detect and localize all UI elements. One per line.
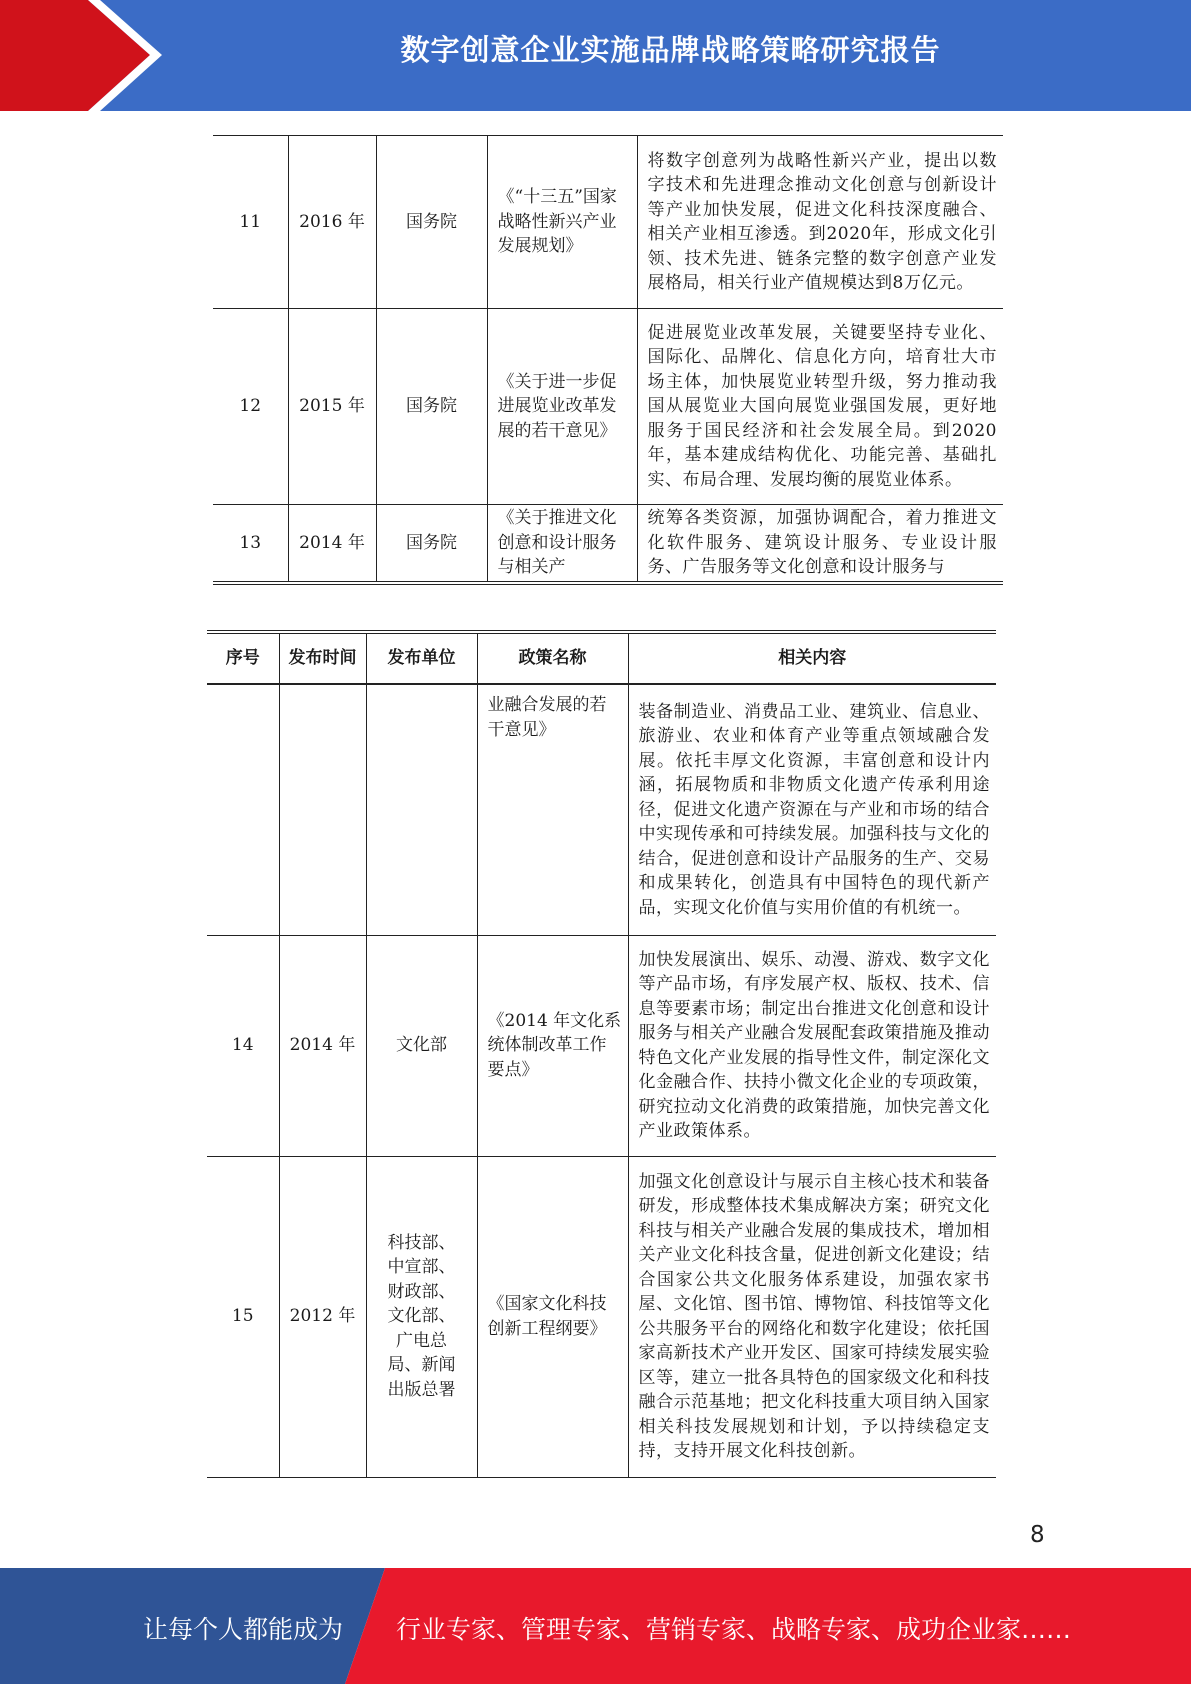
table-row xyxy=(207,684,996,935)
footer-slogan-right: 行业专家、管理专家、营销专家、战略专家、成功企业家…… xyxy=(396,1615,1072,1644)
header-related-content: 相关内容 xyxy=(628,632,996,684)
header-release-time: 发布时间 xyxy=(279,632,366,684)
policy-content: 装备制造业、消费品工业、建筑业、信息业、旅游业、农业和体育产业等重点领域融合发展。依托丰厚文化资源，丰富创意和设计内涵，拓展物质和非物质文化遗产传承利用途径，促进文化遗产资源在与产业和市场的结合中实现传承和可持续发展。加强科技与文化的结合，促进创意和设计产品服务的生产、交易和成果转化，创造具有中国特色的现代新产品，实现文化价值与实用价值的有机统一。 xyxy=(628,684,996,935)
policy-content: 加强文化创意设计与展示自主核心技术和装备研发，形成整体技术集成解决方案；研究文化科技与相关产业融合发展的集成技术，增加相关产业文化科技含量，促进创新文化建设；结合国家公共文化服务体系建设，加强农家书屋、文化馆、图书馆、博物馆、科技馆等文化公共服务平台的网络化和数字化建设；依托国家高新技术产业开发区、国家可持续发展实验区等，建立一批各具特色的国家级文化和科技融合示范基地；把文化科技重大项目纳入国家相关科技发展规划和计划，予以持续稳定支持，支持开展文化科技创新。 xyxy=(628,1156,996,1477)
row-number: 14 xyxy=(207,935,279,1156)
issuing-body xyxy=(366,684,477,935)
issuing-body: 文化部 xyxy=(366,935,477,1156)
policy-table xyxy=(207,630,996,1478)
table-header-row xyxy=(207,632,996,684)
release-year: 2014 年 xyxy=(279,935,366,1156)
header-policy-name: 政策名称 xyxy=(477,632,628,684)
header-issuing-body: 发布单位 xyxy=(366,632,477,684)
table-row xyxy=(213,505,1003,583)
issuing-body: 科技部、中宣部、财政部、文化部、广电总局、新闻出版总署 xyxy=(366,1156,477,1477)
release-year: 2012 年 xyxy=(279,1156,366,1477)
issuing-body: 国务院 xyxy=(376,505,487,583)
header-serial-number: 序号 xyxy=(207,632,279,684)
policy-name: 《“十三五”国家战略性新兴产业发展规划》 xyxy=(487,136,637,309)
report-title: 数字创意企业实施品牌战略策略研究报告 xyxy=(400,33,941,67)
policy-name: 《国家文化科技创新工程纲要》 xyxy=(477,1156,628,1477)
row-number: 11 xyxy=(213,136,288,309)
table-row xyxy=(213,309,1003,505)
table-row xyxy=(207,935,996,1156)
row-number xyxy=(207,684,279,935)
release-year: 2016 年 xyxy=(288,136,376,309)
policy-content: 加快发展演出、娱乐、动漫、游戏、数字文化等产品市场，有序发展产权、版权、技术、信息等要素市场；制定出台推进文化创意和设计服务与相关产业融合发展配套政策措施及推动特色文化产业发展的指导性文件，制定深化文化金融合作、扶持小微文化企业的专项政策，研究拉动文化消费的政策措施，加快完善文化产业政策体系。 xyxy=(628,935,996,1156)
page-number: 8 xyxy=(1030,1522,1045,1548)
page-footer xyxy=(0,1568,1191,1684)
policy-name: 《关于推进文化创意和设计服务与相关产 xyxy=(487,505,637,583)
row-number: 13 xyxy=(213,505,288,583)
row-number: 15 xyxy=(207,1156,279,1477)
release-year: 2014 年 xyxy=(288,505,376,583)
row-number: 12 xyxy=(213,309,288,505)
policy-name: 《关于进一步促进展览业改革发展的若干意见》 xyxy=(487,309,637,505)
table-row xyxy=(213,136,1003,309)
issuing-body: 国务院 xyxy=(376,136,487,309)
issuing-body: 国务院 xyxy=(376,309,487,505)
policy-content: 统筹各类资源，加强协调配合，着力推进文化软件服务、建筑设计服务、专业设计服务、广告服务等文化创意和设计服务与 xyxy=(637,505,1003,583)
footer-slogan-left: 让每个人都能成为 xyxy=(143,1615,344,1644)
policy-table-continued xyxy=(213,135,1003,585)
release-year xyxy=(279,684,366,935)
page-header xyxy=(0,0,1191,111)
policy-name: 《2014 年文化系统体制改革工作要点》 xyxy=(477,935,628,1156)
policy-content: 将数字创意列为战略性新兴产业，提出以数字技术和先进理念推动文化创意与创新设计等产业加快发展，促进文化科技深度融合、相关产业相互渗透。到2020年，形成文化引领、技术先进、链条完整的数字创意产业发展格局，相关行业产值规模达到8万亿元。 xyxy=(637,136,1003,309)
policy-content: 促进展览业改革发展，关键要坚持专业化、国际化、品牌化、信息化方向，培育壮大市场主体，加快展览业转型升级，努力推动我国从展览业大国向展览业强国发展，更好地服务于国民经济和社会发展全局。到2020年，基本建成结构优化、功能完善、基础扎实、布局合理、发展均衡的展览业体系。 xyxy=(637,309,1003,505)
policy-name: 业融合发展的若干意见》 xyxy=(477,684,628,935)
release-year: 2015 年 xyxy=(288,309,376,505)
table-row xyxy=(207,1156,996,1477)
